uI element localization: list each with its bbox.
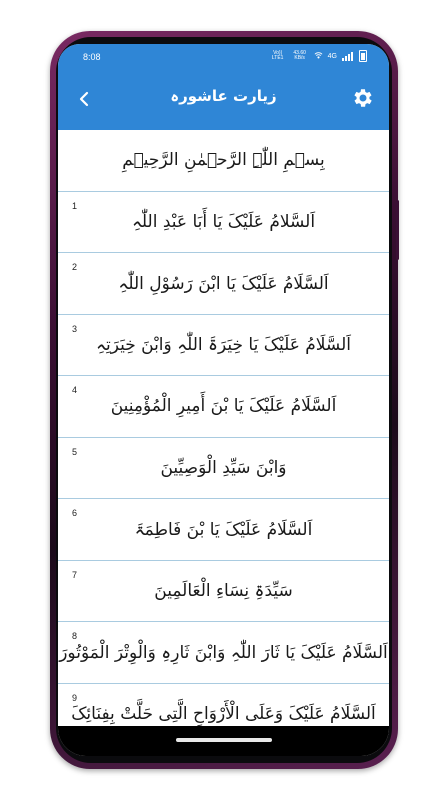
row-number: 4 [72,385,78,395]
settings-button[interactable] [351,86,375,110]
status-time: 8:08 [83,52,101,62]
verse-text: اَلسَّلَامُ عَلَیْکَ یَا بْنَ أَمِیرِ الْمُؤْمِنِینَ [110,396,337,417]
hotspot-icon [314,52,323,61]
list-item[interactable] [58,376,389,438]
verse-text: اَلسَّلامُ عَلَیْکَ یَا أَبَا عَبْدِ اللّٰہِ [131,212,316,233]
verse-list[interactable] [58,130,389,726]
row-number: 8 [72,631,78,641]
list-item[interactable] [58,130,389,192]
toolbar [58,74,389,124]
page-title: زیارت عاشورہ [170,87,277,105]
verse-text: وَابْنَ سَیِّدِ الْوَصِیِّینَ [160,457,287,478]
list-item[interactable] [58,315,389,377]
row-number: 6 [72,508,78,518]
list-item[interactable] [58,438,389,500]
list-item[interactable] [58,499,389,561]
verse-text: اَلسَّلَامُ عَلَیْکَ یَا خِیَرَۃَ اللّٰہِ وَابْنَ خِیَرَتِہِ [96,335,351,356]
verse-text: بِسۡمِ اللّٰہِ الرَّحۡمٰنِ الرَّحِیۡمِ [122,150,325,171]
list-item[interactable] [58,253,389,315]
phone-side-button [396,200,399,260]
gear-icon [351,86,375,110]
battery-icon [359,50,367,62]
verse-text: اَلسَّلَامُ عَلَیْکَ یَا ثَارَ اللّٰہِ وَابْنَ ثَارِہِ وَالْوِتْرَ الْمَوْتُورَ [59,642,388,663]
signal-icon [342,51,354,61]
verse-text: اَلسَّلَامُ عَلَیْکَ یَا بْنَ فَاطِمَۃَ [134,519,313,540]
app-screen [58,44,389,756]
navigation-bar [58,726,389,756]
row-number: 1 [72,200,78,211]
list-item[interactable] [58,561,389,623]
app-header [58,44,389,130]
home-indicator[interactable] [176,738,272,742]
row-number: 9 [72,692,78,703]
network-type: 4G [327,52,337,60]
row-number: 3 [72,323,78,334]
net-speed: 43.60 KB/s [293,50,306,61]
status-icons [270,50,367,62]
list-item[interactable] [58,684,389,727]
status-bar [58,44,389,68]
list-item[interactable] [58,622,389,684]
row-number: 7 [72,569,78,580]
row-number: 2 [72,262,78,272]
volte-indicator: Vo)) LTE1 [271,50,284,61]
row-number: 5 [72,446,78,457]
verse-text: اَلسَّلَامُ عَلَیْکَ یَا ابْنَ رَسُوْلِ اللّٰہِ [118,273,329,294]
verse-text: اَلسَّلَامُ عَلَیْکَ وَعَلَی الْأَرْوَاحِ الَّتِی حَلَّتْ بِفِنَائِکَ [71,703,376,724]
verse-text: سَیِّدَۃِ نِسَاءِ الْعَالَمِینَ [154,581,293,602]
list-item[interactable] [58,192,389,254]
